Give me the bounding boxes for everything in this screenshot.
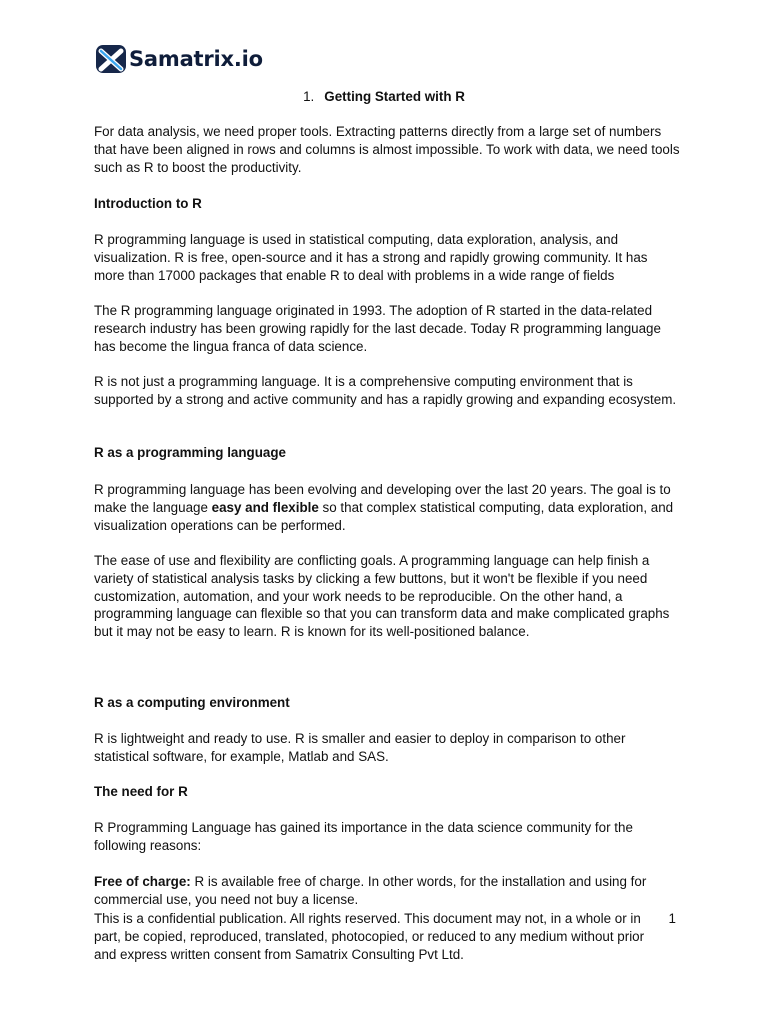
need-paragraph-2: Free of charge: R is available free of charge. In other words, for the installation and using for commercial use, you need not buy a license. bbox=[94, 874, 647, 907]
environment-paragraph-1: R is lightweight and ready to use. R is smaller and easier to deploy in comparison to other statistical software, for example, Matlab and SAS. bbox=[94, 731, 626, 764]
introduction-paragraph-3: R is not just a programming language. It is a comprehensive computing environment that is supported by a strong and active community and has a rapidly growing and expanding ecosystem. bbox=[94, 374, 677, 407]
introduction-paragraph-1: R programming language is used in statistical computing, data exploration, analysis, and visualization. R is free, open-source and it has a strong and rapidly growing community. It has more than 17000 packages that enable R to deal with problems in a wide range of fields bbox=[94, 232, 648, 283]
heading-introduction: Introduction to R bbox=[94, 196, 202, 211]
page-number: 1 bbox=[668, 911, 676, 926]
confidentiality-notice: This is a confidential publication. All rights reserved. This document may not, in a whole or in part, be copied, reproduced, translated, photocopied, or reduced to any medium without prior and express written consent from Samatrix Consulting Pvt Ltd. bbox=[94, 911, 645, 962]
need-paragraph-1: R Programming Language has gained its importance in the data science community for the following reasons: bbox=[94, 820, 633, 853]
intro-paragraph: For data analysis, we need proper tools. Extracting patterns directly from a large set of numbers that have been aligned in rows and columns is almost impossible. To work with data, we need tools such as R to boost the productivity. bbox=[94, 124, 680, 175]
title-text: Getting Started with R bbox=[324, 89, 465, 104]
emphasis-easy-flexible: easy and flexible bbox=[211, 499, 319, 515]
page-footer bbox=[94, 910, 680, 963]
logo-text: Samatrix.io bbox=[129, 47, 263, 71]
heading-need-for-r: The need for R bbox=[94, 784, 188, 799]
heading-computing-environment: R as a computing environment bbox=[94, 695, 290, 710]
heading-programming-language: R as a programming language bbox=[94, 445, 286, 460]
samatrix-logo bbox=[94, 42, 263, 76]
introduction-paragraph-2: The R programming language originated in 1993. The adoption of R started in the data-related research industry has been growing rapidly for the last decade. Today R programming language has become the lingua franca of data science. bbox=[94, 303, 661, 354]
page-title bbox=[0, 89, 768, 104]
free-of-charge-label: Free of charge: bbox=[94, 874, 191, 889]
programming-paragraph-1: R programming language has been evolving and developing over the last 20 years. The goal is to make the language easy and flexible so that complex statistical computing, data exploration, and visualization operations can be performed. bbox=[94, 482, 674, 533]
title-number: 1. bbox=[303, 89, 315, 104]
samatrix-x-logo-icon bbox=[94, 42, 128, 76]
programming-paragraph-2: The ease of use and flexibility are conflicting goals. A programming language can help finish a variety of statistical analysis tasks by clicking a few buttons, but it won't be flexible if you need customization, automation, and your work needs to be reproducible. On the other hand, a programming language can flexible so that you can transform data and make complicated graphs but it may not be easy to learn. R is known for its well-positioned balance. bbox=[94, 553, 670, 640]
